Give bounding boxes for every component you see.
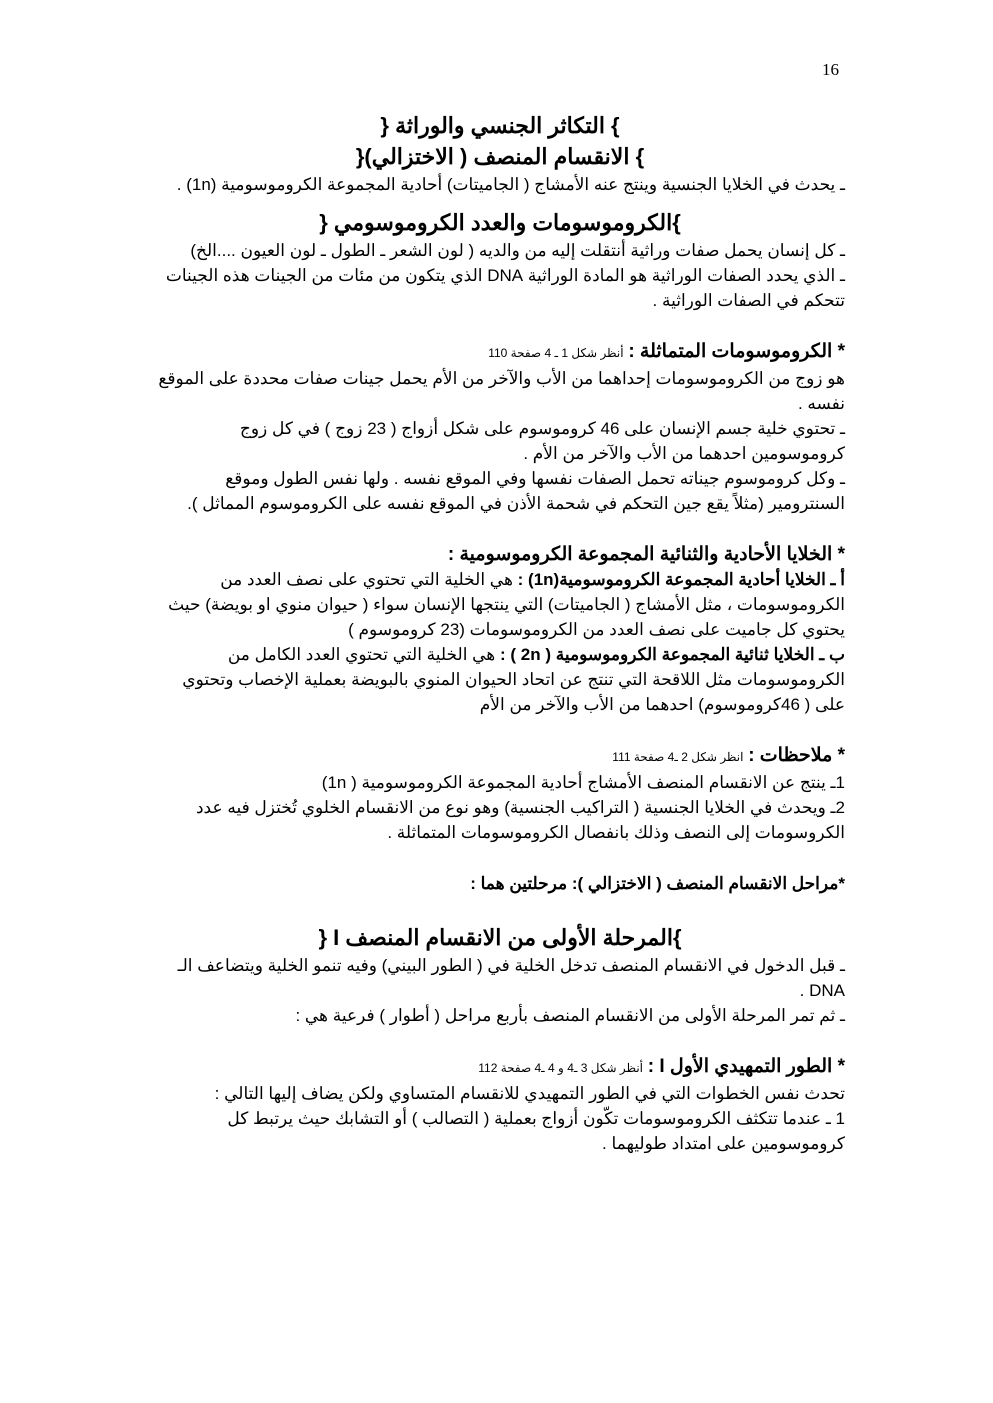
homologous-line-1: هو زوج من الكروموسومات إحداهما من الأب والآخر من الأم يحمل جينات صفات محددة على الموقع نفسه . [158,369,845,413]
stages-line: *مراحل الانقسام المنصف ( الاختزالي ): مرحلتين هما : [470,874,845,893]
prophase-line-1: تحدث نفس الخطوات التي في الطور التمهيدي للانقسام المتساوي ولكن يضاف إليها التالي : [214,1084,845,1103]
chromosomes-intro-2: ـ الذي يحدد الصفات الوراثية هو المادة الوراثية DNA الذي يتكون من مئات من الجينات هذه الجينات تتحكم في الصفات الوراثية . [165,266,845,310]
diploid-paragraph [155,642,845,717]
homologous-heading: * الكروموسومات المتماثلة : [628,341,845,362]
homologous-section [155,339,845,366]
prophase-line-2: 1 ـ عندما تتكثف الكروموسومات تكّون أزواج بعملية ( التصالب ) أو التشابك حيث يرتبط كل كروموسومين على امتداد طوليهما . [227,1109,845,1153]
notes-item-2: 2ـ ويحدث في الخلايا الجنسية ( التراكيب الجنسية) وهو نوع من الانقسام الخلوي تُختزل فيه عدد الكروسومات إلى النصف وذلك بانفصال الكروموسومات المتماثلة . [195,798,845,842]
haploid-paragraph [155,567,845,642]
meiosis-title: } الانقسام المنصف ( الاختزالي){ [355,144,645,169]
haploid-text: هي الخلية التي تحتوي على نصف العدد من الكروموسومات ، مثل الأمشاج ( الجاميتات) التي ينتجها الإنسان سواء ( حيوان منوي او بويضة) حيث يحتوي كل جاميت على نصف العدد من الكروموسومات (23 كروموسوم ) [168,570,845,639]
stage-one-line-1: ـ قبل الدخول في الانقسام المنصف تدخل الخلية في ( الطور البيني) وفيه تنمو الخلية ويتضاعف الـ DNA . [177,956,845,1000]
stage-one-line-2: ـ ثم تمر المرحلة الأولى من الانقسام المنصف بأربع مراحل ( أطوار ) فرعية هي : [295,1006,845,1025]
prophase-heading: * الطور التمهيدي الأول I : [647,1056,845,1077]
diploid-label: ب ـ الخلايا ثنائية المجموعة الكروموسومية ( 2n ) : [500,645,845,664]
notes-heading: * ملاحظات : [748,745,845,766]
main-title: } التكاثر الجنسي والوراثة { [380,113,620,138]
diploid-text: هي الخلية التي تحتوي العدد الكامل من الكروموسومات مثل اللاقحة التي تنتج عن اتحاد الحيوان المنوي بالبويضة بعملية الإخصاب وتحتوي على ( 46كروموسوم) احدهما من الأب والآخر من الأم [182,645,845,714]
haploid-label: أ ـ الخلايا أحادية المجموعة الكروموسومية(1n) : [517,570,845,589]
page-number: 16 [822,60,839,79]
notes-section [155,743,845,770]
notes-ref: انظر شكل 2 ـ4 صفحة 111 [612,750,744,764]
notes-item-1: 1ـ ينتج عن الانقسام المنصف الأمشاج أحادية المجموعة الكروموسومية ( 1n) [321,773,845,792]
document-body [155,110,845,1156]
prophase-ref: أنظر شكل 3 ـ4 و 4 ـ4 صفحة 112 [478,1061,643,1075]
homologous-ref: أنظر شكل 1 ـ 4 صفحة 110 [488,346,624,360]
haploid-diploid-heading: * الخلايا الأحادية والثنائية المجموعة الكروموسومية : [447,544,845,565]
stage-one-title: }المرحلة الأولى من الانقسام المنصف I { [318,925,682,950]
chromosomes-intro-1: ـ كل إنسان يحمل صفات وراثية أنتقلت إليه من والديه ( لون الشعر ـ الطول ـ لون العيون ....الخ) [190,241,845,260]
chromosomes-title: }الكروموسومات والعدد الكروموسومي { [319,210,681,235]
meiosis-intro: ـ يحدث في الخلايا الجنسية وينتج عنه الأمشاج ( الجاميتات) أحادية المجموعة الكروموسومية (1n) . [176,175,845,194]
homologous-line-3: ـ وكل كروموسوم جيناته تحمل الصفات نفسها وفي الموقع نفسه . ولها نفس الطول وموقع السنترومير (مثلاً يقع جين التحكم في شحمة الأذن في الموقع نفسه على الكروموسوم المماثل ). [187,469,845,513]
prophase-section [155,1054,845,1081]
homologous-line-2: ـ تحتوي خلية جسم الإنسان على 46 كروموسوم على شكل أزواج ( 23 زوج ) في كل زوج كروموسومين احدهما من الأب والآخر من الأم . [239,419,845,463]
